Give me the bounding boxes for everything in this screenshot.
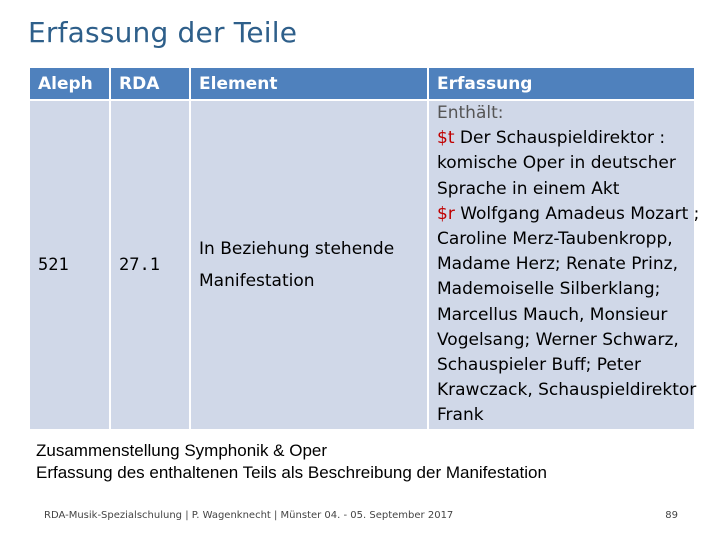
- erfassung-line-11: Schauspieler Buff; Peter: [437, 355, 642, 376]
- erfassung-line-7: Madame Herz; Renate Prinz,: [437, 254, 678, 275]
- erfassung-line-13: Frank: [437, 405, 484, 426]
- table-header-row: [30, 68, 694, 100]
- header-rda: RDA: [110, 68, 190, 100]
- subfield-code-t: $t: [437, 128, 455, 149]
- erfassung-line-3: komische Oper in deutscher: [437, 153, 676, 174]
- cell-rda: 27.1: [110, 100, 190, 429]
- page-number: 89: [665, 510, 678, 521]
- summary-line-1: Zusammenstellung Symphonik & Oper: [36, 441, 328, 460]
- erfassung-table: [30, 68, 700, 429]
- footer-text: RDA-Musik-Spezialschulung | P. Wagenknecht | Münster 04. - 05. September 2017: [44, 510, 454, 521]
- summary-line-2: Erfassung des enthaltenen Teils als Beschreibung der Manifestation: [36, 463, 547, 482]
- cell-aleph: 521: [30, 100, 110, 429]
- summary-text: [36, 440, 547, 484]
- cell-erfassung: [428, 100, 700, 429]
- subfield-code-r: $r: [437, 203, 455, 224]
- element-line-2: Manifestation: [199, 270, 315, 291]
- erfassung-line-12: Krawczack, Schauspieldirektor: [437, 380, 697, 401]
- erfassung-line-4: Sprache in einem Akt: [437, 178, 620, 199]
- header-erfassung: Erfassung: [428, 68, 694, 100]
- cell-element: [190, 100, 428, 429]
- erfassung-line-6: Caroline Merz-Taubenkropp,: [437, 229, 673, 250]
- erfassung-line-9: Marcellus Mauch, Monsieur: [437, 304, 668, 325]
- slide-title: Erfassung der Teile: [28, 16, 298, 49]
- table-row: [30, 100, 694, 429]
- erfassung-line-1: Enthält:: [437, 103, 504, 123]
- header-aleph: Aleph: [30, 68, 110, 100]
- erfassung-line-8: Mademoiselle Silberklang;: [437, 279, 661, 300]
- element-line-1: In Beziehung stehende: [199, 238, 395, 259]
- erfassung-line-5: [437, 202, 700, 227]
- header-element: Element: [190, 68, 428, 100]
- erfassung-line-2: [437, 126, 694, 151]
- erfassung-line-5-text: Wolfgang Amadeus Mozart ;: [454, 203, 700, 224]
- erfassung-line-2-text: Der Schauspieldirektor :: [454, 128, 666, 149]
- erfassung-line-10: Vogelsang; Werner Schwarz,: [437, 329, 679, 350]
